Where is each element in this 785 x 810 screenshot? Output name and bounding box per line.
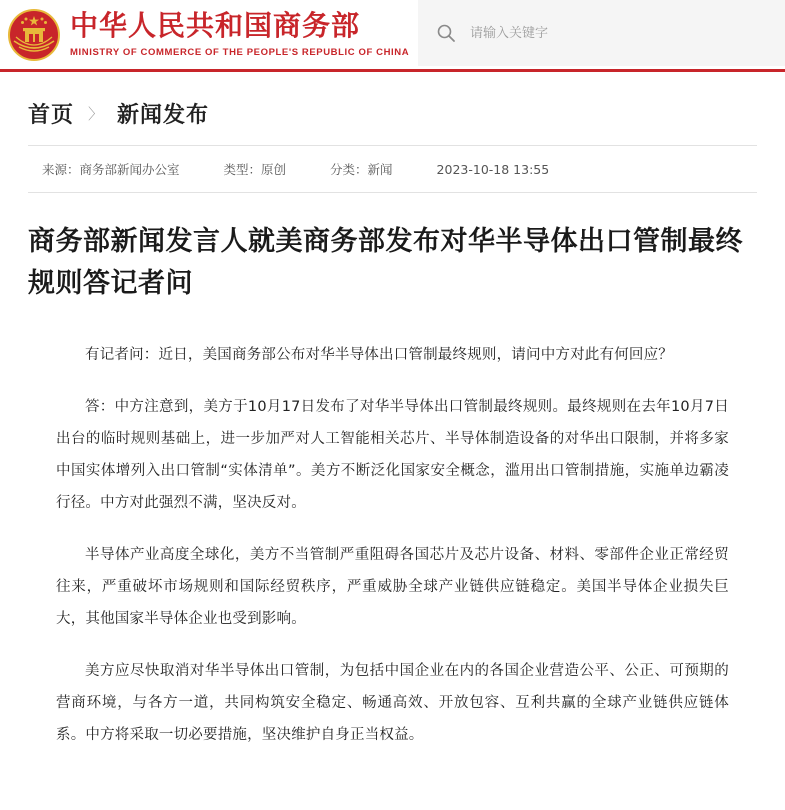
article-paragraph: 有记者问：近日，美国商务部公布对华半导体出口管制最终规则，请问中方对此有何回应？ <box>85 347 673 363</box>
article-meta <box>28 146 757 193</box>
chevron-right-icon: 〉 <box>88 106 104 123</box>
article-paragraph: 半导体产业高度全球化，美方不当管制严重阻碍各国芯片及芯片设备、材料、零部件企业正常经贸往来，严重破坏市场规则和国际经贸秩序，严重威胁全球产业链供应链稳定。美国半导体企业损失巨大，其他国家半导体企业也受到影响。 <box>56 547 729 627</box>
breadcrumb-item-home[interactable]: 首页 <box>28 103 75 128</box>
article-body <box>28 339 757 751</box>
article <box>28 221 757 751</box>
article-paragraph: 美方应尽快取消对华半导体出口管制，为包括中国企业在内的各国企业营造公平、公正、可预期的营商环境，与各方一道，共同构筑安全稳定、畅通高效、开放包容、互利共赢的全球产业链供应链体系。中方将采取一切必要措施，坚决维护自身正当权益。 <box>56 663 729 743</box>
meta-source: 来源：商务部新闻办公室 <box>42 162 180 177</box>
breadcrumb <box>28 72 757 146</box>
site-title-cn: 中华人民共和国商务部 <box>70 9 361 42</box>
site-header <box>0 0 785 72</box>
meta-category: 分类：新闻 <box>330 162 393 177</box>
page-title: 商务部新闻发言人就美商务部发布对华半导体出口管制最终规则答记者问 <box>28 226 743 299</box>
meta-type: 类型：原创 <box>223 162 287 177</box>
site-title-en: MINISTRY OF COMMERCE OF THE PEOPLE'S REPUBLIC OF CHINA <box>70 47 410 58</box>
site-brand <box>70 9 409 60</box>
search-bar[interactable] <box>418 0 785 66</box>
search-input[interactable] <box>470 18 785 48</box>
meta-datetime: 2023-10-18 13:55 <box>436 161 550 177</box>
national-emblem-icon <box>6 7 62 63</box>
breadcrumb-item-news[interactable]: 新闻发布 <box>117 103 210 128</box>
search-icon[interactable] <box>436 23 456 43</box>
article-paragraph: 答：中方注意到，美方于10月17日发布了对华半导体出口管制最终规则。最终规则在去年10月7日出台的临时规则基础上，进一步加严对人工智能相关芯片、半导体制造设备的对华出口限制，并将多家中国实体增列入出口管制“实体清单”。美方不断泛化国家安全概念，滥用出口管制措施，实施单边霸凌行径。中方对此强烈不满，坚决反对。 <box>56 399 729 511</box>
